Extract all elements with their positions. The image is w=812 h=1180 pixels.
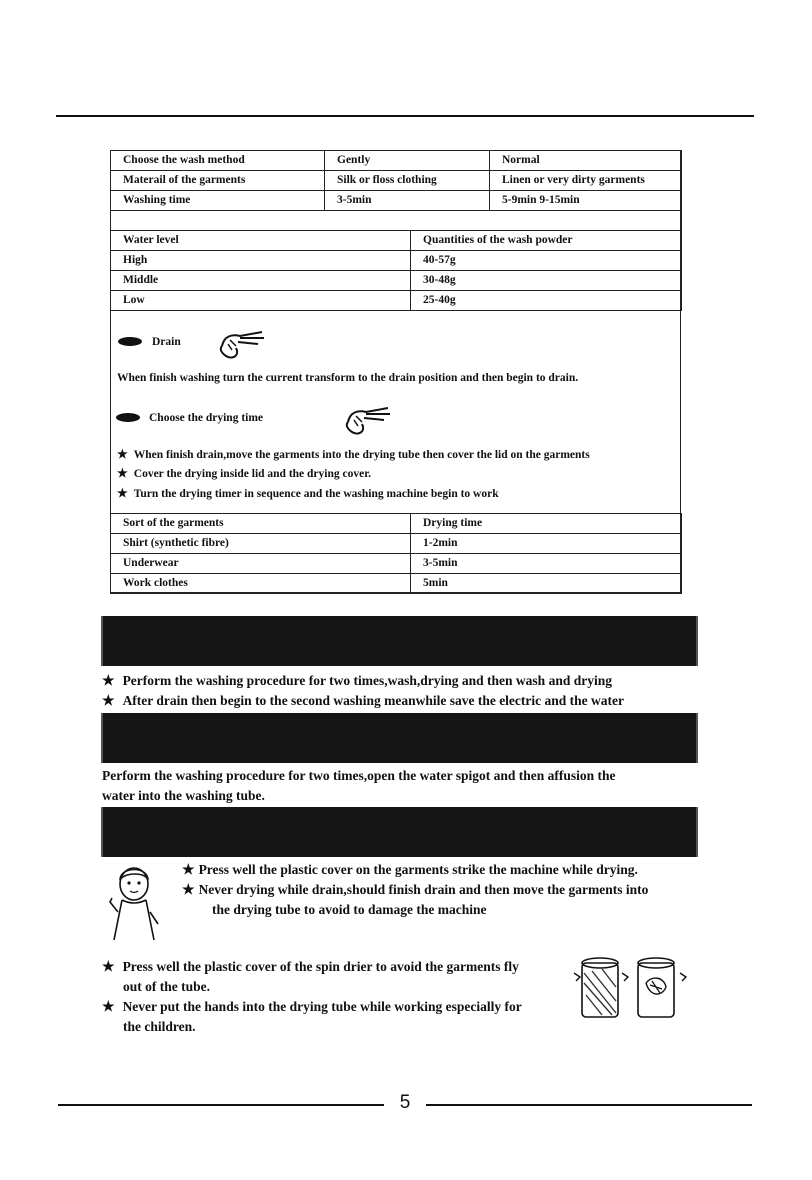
section4-bullet: ★ Press well the plastic cover of the spin drier to avoid the garments fly — [102, 959, 519, 975]
footer-rule-right — [426, 1104, 752, 1106]
table-row — [111, 171, 682, 191]
table-cell: 1-2min — [411, 534, 682, 554]
table-cell: Linen or very dirty garments — [490, 171, 682, 191]
table-row — [111, 151, 682, 171]
section1-bullet: ★ Perform the washing procedure for two times,wash,drying and then wash and drying — [102, 673, 612, 689]
page-number: 5 — [399, 1092, 411, 1113]
spin-drier-tubes-icon — [572, 953, 690, 1023]
table-cell: 5min — [411, 574, 682, 594]
table-cell: 40-57g — [411, 251, 682, 271]
table-cell: Underwear — [111, 554, 411, 574]
water-level-table — [110, 230, 682, 311]
table-cell: 3-5min — [411, 554, 682, 574]
star-icon: ★ — [102, 960, 115, 975]
table-row — [111, 534, 682, 554]
star-icon: ★ — [117, 447, 128, 461]
table-row-blank — [111, 211, 682, 231]
table-cell: Low — [111, 291, 411, 311]
section-header-bar — [101, 616, 698, 666]
table-header-cell: Water level — [111, 231, 411, 251]
table-header-cell: Drying time — [411, 514, 682, 534]
bullet-oval-icon — [116, 413, 140, 422]
drying-label: Choose the drying time — [149, 412, 264, 424]
table-row — [111, 251, 682, 271]
table-cell: Silk or floss clothing — [325, 171, 490, 191]
section-header-bar — [101, 807, 698, 857]
table-row — [111, 554, 682, 574]
drain-text: When finish washing turn the current transform to the drain position and then begin to drain. — [117, 372, 579, 384]
table-cell: Work clothes — [111, 574, 411, 594]
star-icon: ★ — [182, 863, 195, 878]
table-header-row — [111, 514, 682, 534]
pointing-hand-icon — [218, 326, 270, 362]
section4-bullet-continued: the children. — [123, 1019, 196, 1034]
table-cell: 30-48g — [411, 271, 682, 291]
table-cell: Gently — [325, 151, 490, 171]
section-header-bar — [101, 713, 698, 763]
table-cell: Choose the wash method — [111, 151, 325, 171]
section4-bullet-continued: out of the tube. — [123, 979, 210, 994]
drying-bullet: ★ When finish drain,move the garments into the drying tube then cover the lid on the garments — [117, 447, 590, 461]
table-header-cell: Quantities of the wash powder — [411, 231, 682, 251]
section4-bullet: ★ Never put the hands into the drying tube while working especially for — [102, 999, 522, 1015]
table-cell: Shirt (synthetic fibre) — [111, 534, 411, 554]
section3-bullet-continued: the drying tube to avoid to damage the machine — [212, 902, 487, 917]
wash-method-table — [110, 150, 682, 231]
drain-label: Drain — [152, 336, 181, 348]
star-icon: ★ — [102, 1000, 115, 1015]
star-icon: ★ — [102, 674, 115, 689]
pointing-hand-icon — [344, 402, 396, 438]
section1-bullet: ★ After drain then begin to the second washing meanwhile save the electric and the water — [102, 693, 625, 709]
table-header-row — [111, 231, 682, 251]
table-row — [111, 191, 682, 211]
drying-bullet: ★ Cover the drying inside lid and the drying cover. — [117, 466, 372, 480]
table-cell: Middle — [111, 271, 411, 291]
star-icon: ★ — [117, 486, 128, 500]
section3-bullet: ★ Never drying while drain,should finish drain and then move the garments into — [182, 882, 649, 898]
table-cell: Washing time — [111, 191, 325, 211]
star-icon: ★ — [117, 466, 128, 480]
table-cell: 3-5min — [325, 191, 490, 211]
table-cell: 25-40g — [411, 291, 682, 311]
drain-heading — [118, 332, 181, 350]
star-icon: ★ — [102, 694, 115, 709]
star-icon: ★ — [182, 883, 195, 898]
section2-text: Perform the washing procedure for two times,open the water spigot and then affusion the — [102, 768, 616, 783]
table-cell: Normal — [490, 151, 682, 171]
bullet-oval-icon — [118, 337, 142, 346]
table-header-cell: Sort of the garments — [111, 514, 411, 534]
table-cell: 5-9min 9-15min — [490, 191, 682, 211]
footer-rule-left — [58, 1104, 384, 1106]
section3-bullet: ★ Press well the plastic cover on the garments strike the machine while drying. — [182, 862, 638, 878]
drying-time-table — [110, 513, 682, 594]
table-cell: High — [111, 251, 411, 271]
section2-text: water into the washing tube. — [102, 788, 265, 803]
header-rule — [56, 115, 754, 117]
table-row — [111, 291, 682, 311]
table-row — [111, 574, 682, 594]
child-illustration-icon — [106, 862, 166, 942]
table-cell: Materail of the garments — [111, 171, 325, 191]
drying-bullet: ★ Turn the drying timer in sequence and the washing machine begin to work — [117, 486, 499, 500]
table-row — [111, 271, 682, 291]
drying-heading — [116, 408, 263, 426]
